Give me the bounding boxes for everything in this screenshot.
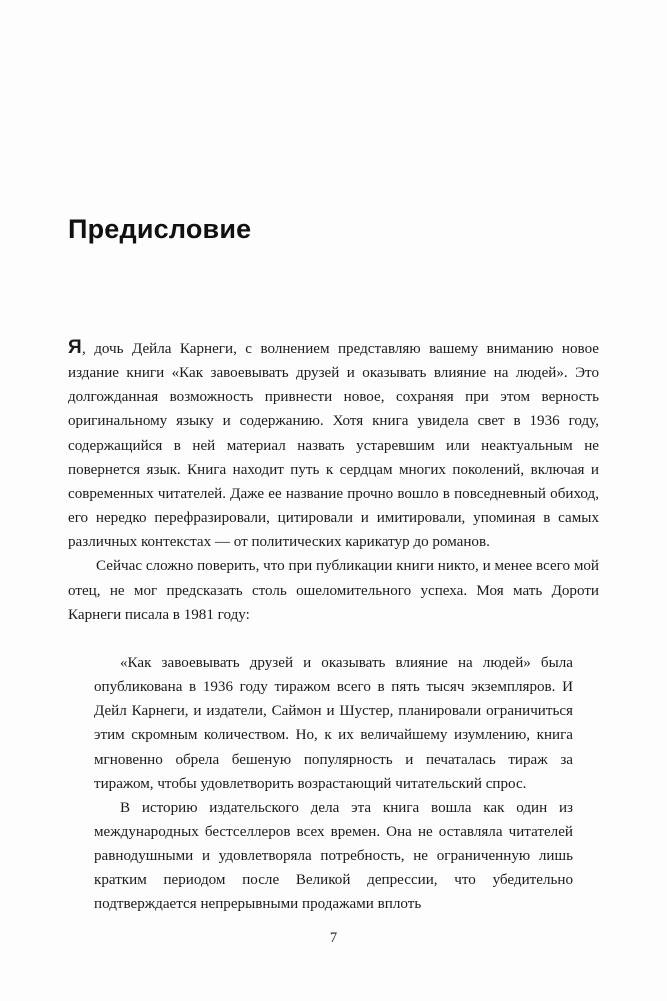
paragraph-intro <box>68 337 599 554</box>
quote-paragraph-1: «Как завоевывать друзей и оказывать влияние на людей» была опубликована в 1936 году тиражом всего в пять тысяч экземпляров. И Дейл Карнеги, и издатели, Саймон и Шустер, планировали ограничиться этим скромным количеством. Но, к их величайшему изумлению, книга мгновенно обрела бешеную популярность и печаталась тираж за тиражом, чтобы удовлетворить возрастающий читательский спрос. <box>94 654 573 792</box>
paragraph-second: Сейчас сложно поверить, что при публикации книги никто, и менее всего мой отец, не мог предсказать столь ошеломительного успеха. Моя мать Дороти Карнеги писала в 1981 году: <box>68 558 599 623</box>
quote-paragraph-2: В историю издательского дела эта книга вошла как один из международных бестселлеров всех времен. Она не оставляла читателей равнодушными и удовлетворяла потребность, не ограниченную лишь кратким периодом после Великой депрессии, что убедительно подтверждается непрерывными продажами вплоть <box>94 799 573 913</box>
page-title: Предисловие <box>68 214 252 245</box>
paragraph-intro-text: , дочь Дейла Карнеги, с волнением представляю вашему вниманию новое издание книги «Как завоевывать друзей и оказывать влияние на людей». Это долгожданная возможность привнести новое, сохраняя при этом верность оригинальному языку и содержанию. Хотя книга увидела свет в 1936 году, содержащийся в ней материал назвать устаревшим или неактуальным не повернется язык. Книга находит путь к сердцам многих поколений, включая и современных читателей. Даже ее название прочно вошло в повседневный обиход, его нередко перефразировали, цитировали и имитировали, упоминая в самых различных контекстах — от политических карикатур до романов. <box>68 341 599 551</box>
drop-cap: Я <box>68 337 82 358</box>
page-number: 7 <box>329 930 338 946</box>
block-quote <box>68 651 573 917</box>
page-content <box>68 0 599 1001</box>
body-text <box>68 337 599 917</box>
